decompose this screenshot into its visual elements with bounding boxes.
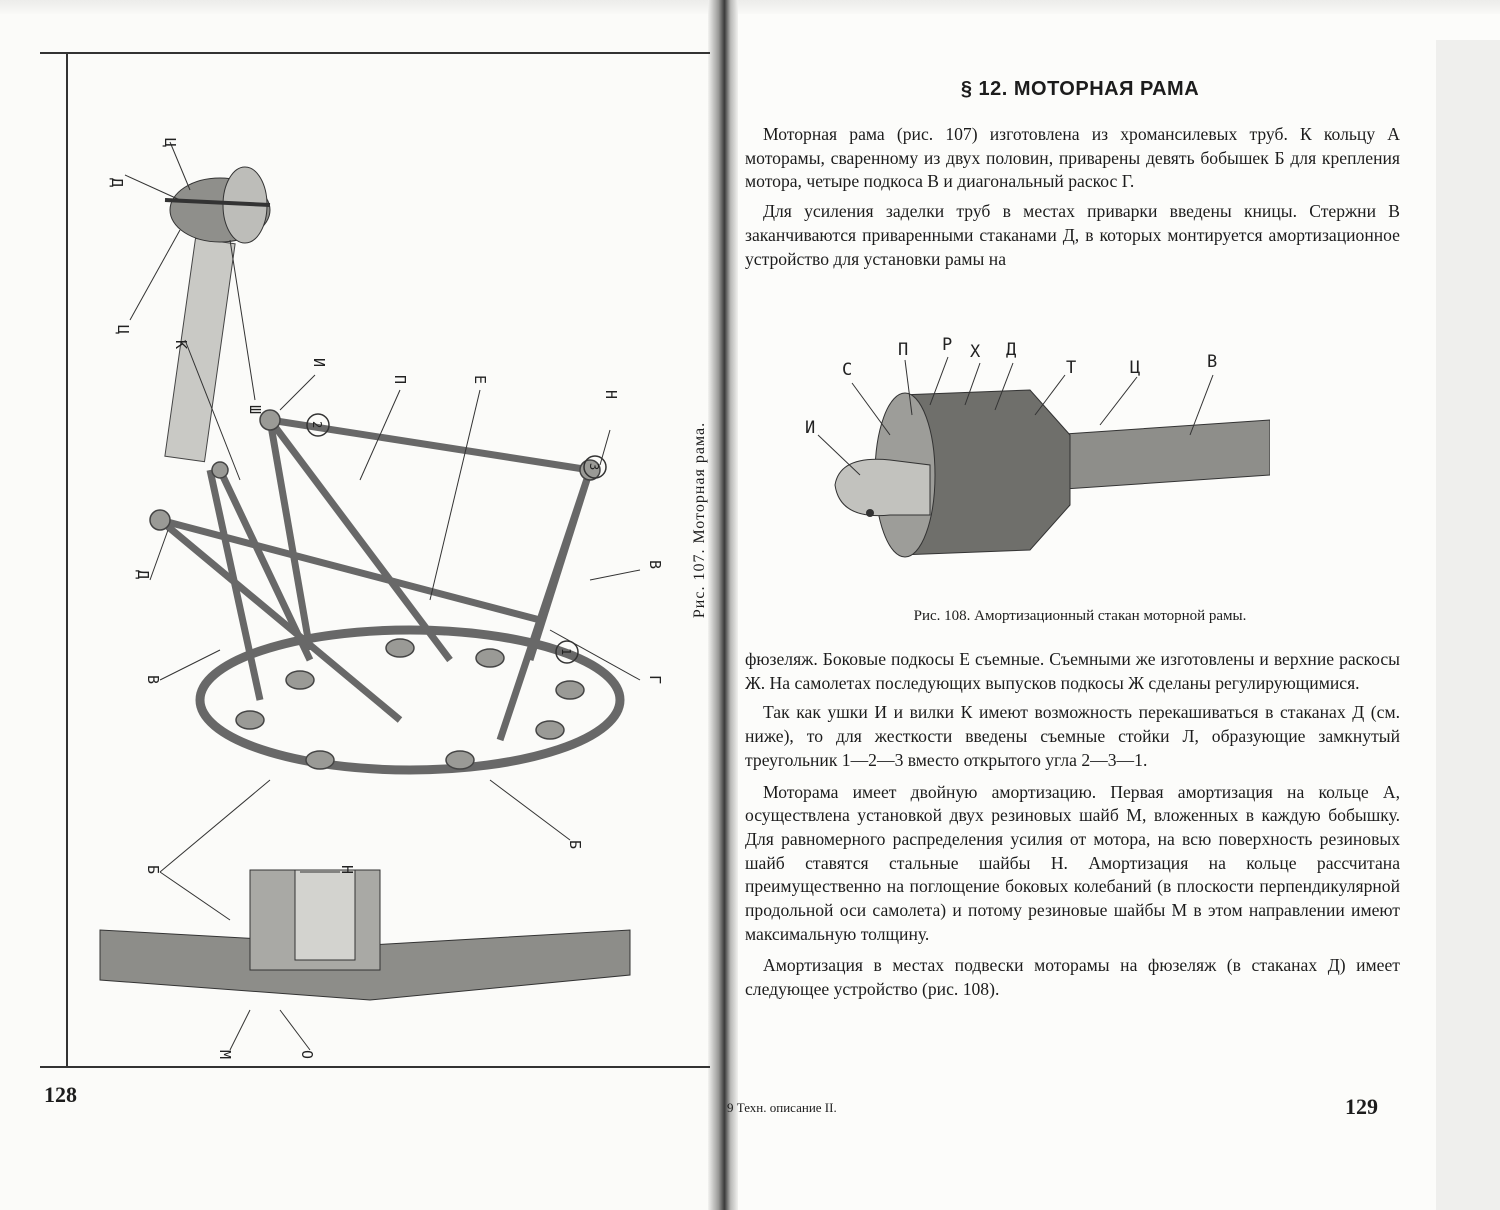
fig108-label: Д [1006,340,1017,360]
page-number-left: 128 [44,1082,77,1107]
fig107-label: Б [144,865,162,875]
fig107-label: О [298,1050,316,1060]
figure-frame-left [66,52,68,1067]
fig108-label: И [805,418,816,438]
fig107-label: Ц [161,138,179,148]
fig107-label: И [310,358,328,368]
fig107-label: Г [646,675,664,685]
fig107-label: Д [108,178,126,188]
figure-frame-bottom [40,1066,710,1068]
paragraph: Амортизация в местах подвески моторамы на фюзеляж (в стаканах Д) имеет следующее устройство (рис. 108). [745,955,1400,1000]
fig108-label: Х [970,342,981,362]
figure-108-caption: Рис. 108. Амортизационный стакан моторной рамы. [913,608,1247,624]
scan-top-edge [0,0,1500,14]
fig107-label: К [172,340,190,350]
signature-mark: 9 Техн. описание II. [727,1100,837,1115]
section-heading: § 12. МОТОРНАЯ РАМА [960,78,1200,100]
figure-107-caption: Рис. 107. Моторная рама. [691,421,708,619]
fig107-label: 1 [559,648,573,656]
fig107-label: Е [471,375,489,385]
fig108-label: Ц [1130,358,1141,378]
fig107-label: Б [566,840,584,850]
page-number-right: 129 [1345,1094,1378,1119]
fig107-label: В [646,560,664,570]
fig107-label: М [216,1050,234,1060]
motor-frame-illustration [160,420,620,770]
fig107-label: Н [602,390,620,400]
paragraph: Для усиления заделки труб в местах приварки введены кницы. Стержни В заканчиваются приваренными стаканами Д, в которых монтируется амортизационное устройство для установки рамы на [745,201,1400,269]
fig107-label: 2 [310,421,324,429]
fig107-label: В [144,675,162,685]
fig107-label: 3 [587,463,601,471]
fig108-label: Р [942,335,953,355]
ring-boss-detail-illustration [100,870,630,1000]
paragraph: Моторная рама (рис. 107) изготовлена из хромансилевых труб. К кольцу А моторамы, сваренному из двух половин, приварены девять бобышек Б для крепления мотора, четыре подкоса В и диагональный раскос Г. [745,124,1400,192]
figure-107-drawing [70,60,710,1060]
figure-frame-top [40,52,710,54]
fig108-label: Т [1066,358,1077,378]
fig108-label: П [898,340,909,360]
paragraph: Так как ушки И и вилки К имеют возможность перекашиваться в стаканах Д (см. ниже), то для жесткости введены съемные стойки Л, образующие замкнутый треугольник 1—2—3 вместо открытого угла 2—3—1. [745,702,1400,770]
paragraph: Моторама имеет двойную амортизацию. Первая амортизация на кольце А, осуществлена установкой двух резиновых шайб М, вложенных в каждую бобышку. Для равномерного распределения усилия от мотора, на всю поверхность резиновых шайб ставятся стальные шайбы Н. Амортизация на кольце рассчитана преимущественно на поглощение боковых колебаний (в плоскости перпендикулярной продольной оси самолета) и потому резиновые шайбы М в этом направлении имеют максимальную толщину. [745,781,1400,944]
bolt-detail-illustration [165,167,270,462]
fig107-label: П [391,375,409,385]
figure-108-drawing [800,335,1270,595]
fig108-label: С [842,360,853,380]
fig107-label: Ш [246,405,264,415]
text-block-top [745,123,1400,271]
fig107-label: Д [134,570,152,580]
scan-right-edge [1436,40,1500,1210]
fig107-label: Ц [114,325,132,335]
fig107-label: Н [338,865,356,875]
fig108-label: В [1207,352,1218,372]
text-block-bottom [745,648,1400,1002]
shock-cup-illustration [835,390,1270,557]
paragraph: фюзеляж. Боковые подкосы Е съемные. Съемными же изготовлены и верхние раскосы Ж. На самолетах последующих выпусков подкосы Ж сделаны регулирующимися. [745,649,1400,693]
